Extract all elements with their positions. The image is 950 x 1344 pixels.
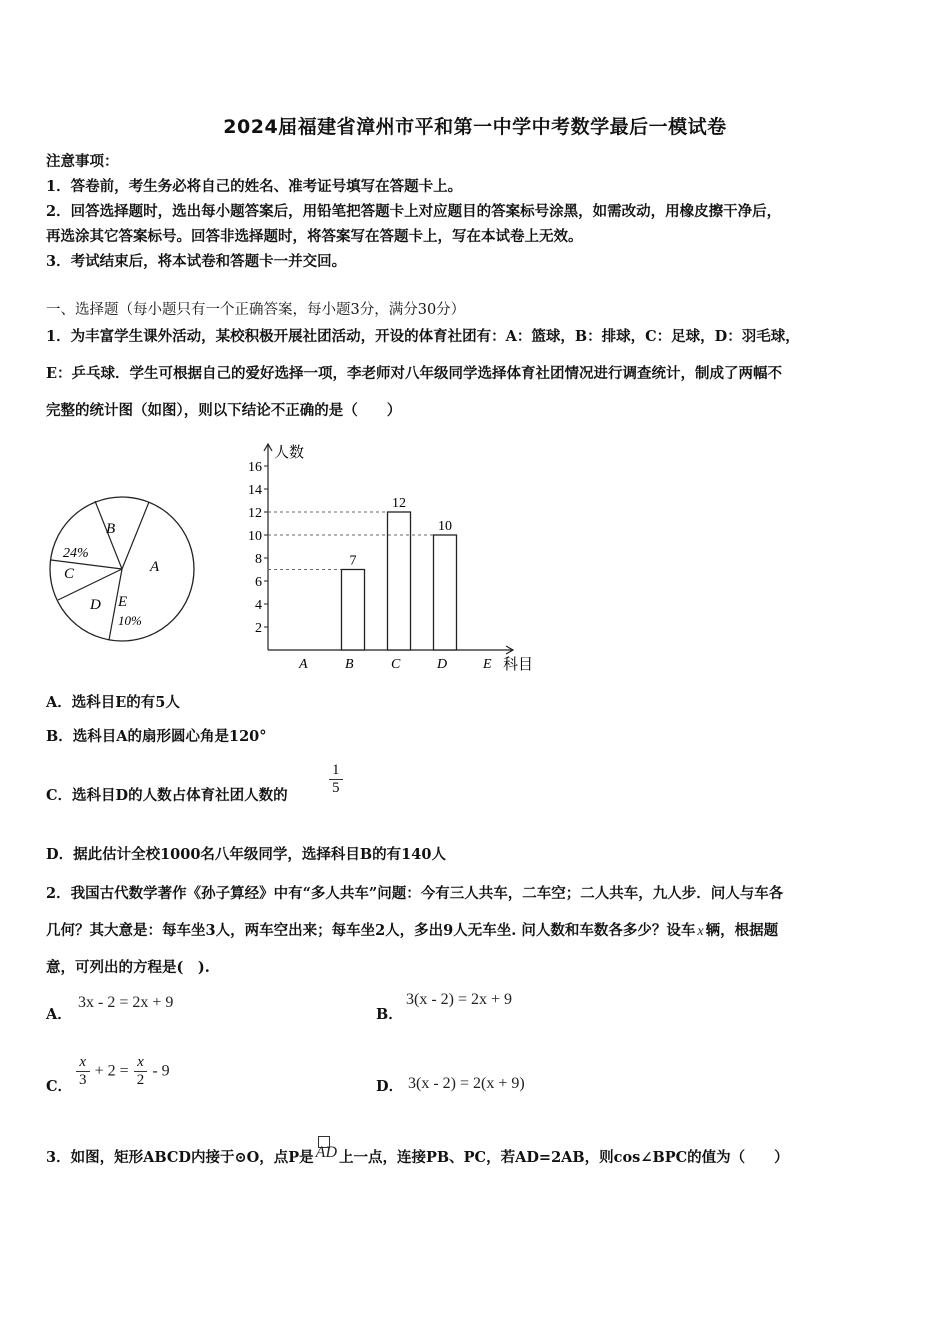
option-c-equation	[76, 1054, 170, 1089]
arc-ad	[314, 1144, 339, 1168]
notice-item: 2．回答选择题时，选出每小题答案后，用铅笔把答题卡上对应题目的答案标号涂黑，如需改动，用橡皮擦干净后，	[46, 203, 782, 220]
pie-label-c-percent: 24%	[63, 546, 89, 561]
question-text: 1．为丰富学生课外活动，某校积极开展社团活动，开设的体育社团有：A：篮球，B：排球，C：足球，D：羽毛球，	[46, 328, 800, 345]
question-text-part: 几何？其大意是：每车坐3人，两车空出来；每车坐2人，多出9人无车坐. 问人数和车数各多少？设车	[46, 922, 696, 939]
option-a-equation: 3x - 2 = 2x + 9	[78, 994, 174, 1011]
question-text: E：乒乓球．学生可根据自己的爱好选择一项，李老师对八年级同学选择体育社团情况进行调查统计，制成了两幅不	[46, 365, 783, 382]
fraction-denominator: 2	[136, 1072, 145, 1088]
y-tick-label: 16	[248, 460, 262, 475]
fraction-denominator: 5	[332, 780, 340, 796]
notice-item: 1．答卷前，考生务必将自己的姓名、准考证号填写在答题卡上。	[46, 178, 463, 195]
equation-part: + 2 =	[94, 1062, 129, 1080]
data-label: 7	[349, 553, 357, 569]
option-b-equation: 3(x - 2) = 2x + 9	[406, 991, 513, 1008]
data-label: 10	[438, 519, 452, 534]
question-text-part: 3．如图，矩形ABCD内接于⊙O，点P是	[46, 1149, 314, 1166]
x-tick-label: D	[437, 657, 448, 672]
y-tick-label: 6	[255, 575, 262, 590]
pie-label-e-percent: 10%	[118, 613, 142, 628]
pie-label-d: D	[90, 597, 101, 613]
notice-item: 3．考试结束后，将本试卷和答题卡一并交回。	[46, 253, 347, 270]
pie-chart	[48, 495, 198, 645]
question-text: 2．我国古代数学著作《孙子算经》中有“多人共车”问题：今有三人共车，二车空；二人共车，九人步．问人与车各	[46, 885, 784, 902]
option-c-fraction	[329, 762, 343, 797]
fraction-denominator: 3	[79, 1072, 87, 1088]
y-tick-label: 10	[248, 529, 262, 544]
fraction-numerator: x	[76, 1054, 90, 1072]
option-c: C．选科目D的人数占体育社团人数的	[46, 787, 288, 804]
pie-label-c: C	[64, 566, 75, 582]
arc-label: AD	[315, 1144, 337, 1161]
bar	[434, 535, 457, 650]
fraction-numerator: 1	[329, 762, 343, 780]
option-d-equation: 3(x - 2) = 2(x + 9)	[408, 1075, 525, 1092]
pie-label-b: B	[106, 521, 116, 537]
pie-label-a: A	[150, 559, 160, 575]
question-3	[46, 1144, 789, 1168]
question-text	[46, 921, 778, 942]
option-a-label: A．	[46, 1006, 72, 1023]
bar	[388, 512, 411, 650]
x-axis-label: 科目	[503, 657, 534, 672]
x-tick-label: A	[299, 657, 308, 672]
question-text: 完整的统计图（如图），则以下结论不正确的是（ ）	[46, 402, 402, 419]
x-tick-label: C	[391, 657, 401, 672]
notice-heading: 注意事项：	[46, 153, 119, 170]
y-axis-label: 人数	[274, 445, 305, 461]
bar-chart	[238, 436, 548, 672]
option-d-label: D．	[376, 1078, 404, 1095]
equation-part: - 9	[152, 1062, 170, 1080]
option-c-label: C．	[46, 1078, 73, 1095]
option-b-label: B．	[376, 1006, 403, 1023]
option-a: A．选科目E的有5人	[46, 694, 180, 711]
notice-item: 再选涂其它答案标号。回答非选择题时，将答案写在答题卡上，写在本试卷上无效。	[46, 228, 583, 245]
data-label: 12	[392, 496, 406, 511]
x-tick-label: E	[483, 657, 492, 672]
question-text-part: 辆，根据题	[705, 922, 779, 939]
y-tick-label: 8	[255, 552, 262, 567]
variable-x: x	[697, 924, 704, 939]
x-tick-label: B	[345, 657, 354, 672]
question-text: 意，可列出的方程是( ).	[46, 959, 210, 976]
y-tick-label: 14	[248, 483, 262, 498]
y-tick-label: 4	[255, 598, 262, 613]
fraction-numerator: x	[134, 1054, 148, 1072]
question-text-part: 上一点，连接PB、PC，若AD=2AB，则cos∠BPC的值为（ ）	[339, 1149, 789, 1166]
pie-label-e: E	[118, 594, 128, 610]
option-b: B．选科目A的扇形圆心角是120°	[46, 728, 267, 745]
y-tick-label: 2	[255, 621, 262, 636]
section-heading: 一、选择题（每小题只有一个正确答案，每小题3分，满分30分）	[46, 302, 466, 318]
y-tick-label: 12	[248, 506, 262, 521]
option-d: D．据此估计全校1000名八年级同学，选择科目B的有140人	[46, 846, 446, 863]
page-title: 2024届福建省漳州市平和第一中学中考数学最后一模试卷	[223, 116, 727, 138]
bar	[342, 570, 365, 651]
